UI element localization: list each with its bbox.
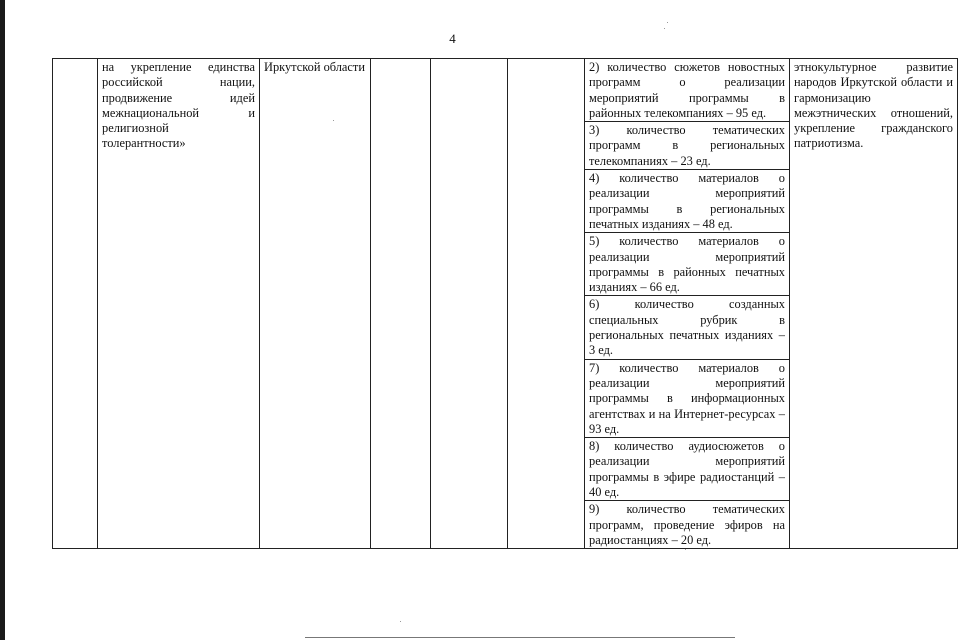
scan-speck bbox=[333, 120, 334, 121]
metric-item: 3) количество тематических программ в региональных телекомпаниях – 23 ед. bbox=[585, 122, 789, 170]
metric-item: 4) количество материалов о реализации мероприятий программы в региональных печатных изданиях – 48 ед. bbox=[585, 170, 789, 233]
page-number: 4 bbox=[449, 31, 456, 46]
executor-text: Иркутской области bbox=[264, 60, 365, 74]
empty-cell-2 bbox=[431, 59, 508, 549]
scan-speck bbox=[664, 28, 665, 29]
metric-item: 9) количество тематических программ, проведение эфиров на радиостанциях – 20 ед. bbox=[589, 502, 785, 547]
empty-cell-3 bbox=[508, 59, 585, 549]
scan-left-edge bbox=[0, 0, 5, 640]
result-cell bbox=[790, 59, 958, 549]
empty-cell-1 bbox=[371, 59, 431, 549]
executor-cell bbox=[260, 59, 371, 549]
result-text: этнокультурное развитие народов Иркутской области и гармонизацию межэтнических отношений, укрепление гражданского патриотизма. bbox=[794, 60, 953, 151]
bottom-rule bbox=[305, 637, 735, 638]
goal-cell bbox=[98, 59, 260, 549]
program-table bbox=[52, 58, 958, 549]
table-row bbox=[53, 59, 958, 549]
metric-item: 2) количество сюжетов новостных программ о реализации мероприятий программы в районных телекомпаниях – 95 ед. bbox=[585, 59, 789, 122]
scan-speck bbox=[667, 22, 668, 23]
scan-speck bbox=[685, 549, 686, 550]
metric-item: 5) количество материалов о реализации мероприятий программы в районных печатных изданиях – 66 ед. bbox=[585, 233, 789, 296]
goal-text: на укрепление единства российской нации, продвижение идей межнациональной и религиозной толерантности» bbox=[102, 60, 255, 151]
metric-item: 8) количество аудиосюжетов о реализации мероприятий программы в эфире радиостанций – 40 ед. bbox=[585, 438, 789, 501]
scan-speck bbox=[400, 621, 401, 622]
metric-item: 6) количество созданных специальных рубрик в региональных печатных изданиях – 3 ед. bbox=[585, 296, 789, 359]
metric-item: 7) количество материалов о реализации мероприятий программы в информационных агентствах и на Интернет-ресурсах – 93 ед. bbox=[585, 360, 789, 438]
row-number-cell bbox=[53, 59, 98, 549]
metrics-cell bbox=[585, 59, 790, 549]
